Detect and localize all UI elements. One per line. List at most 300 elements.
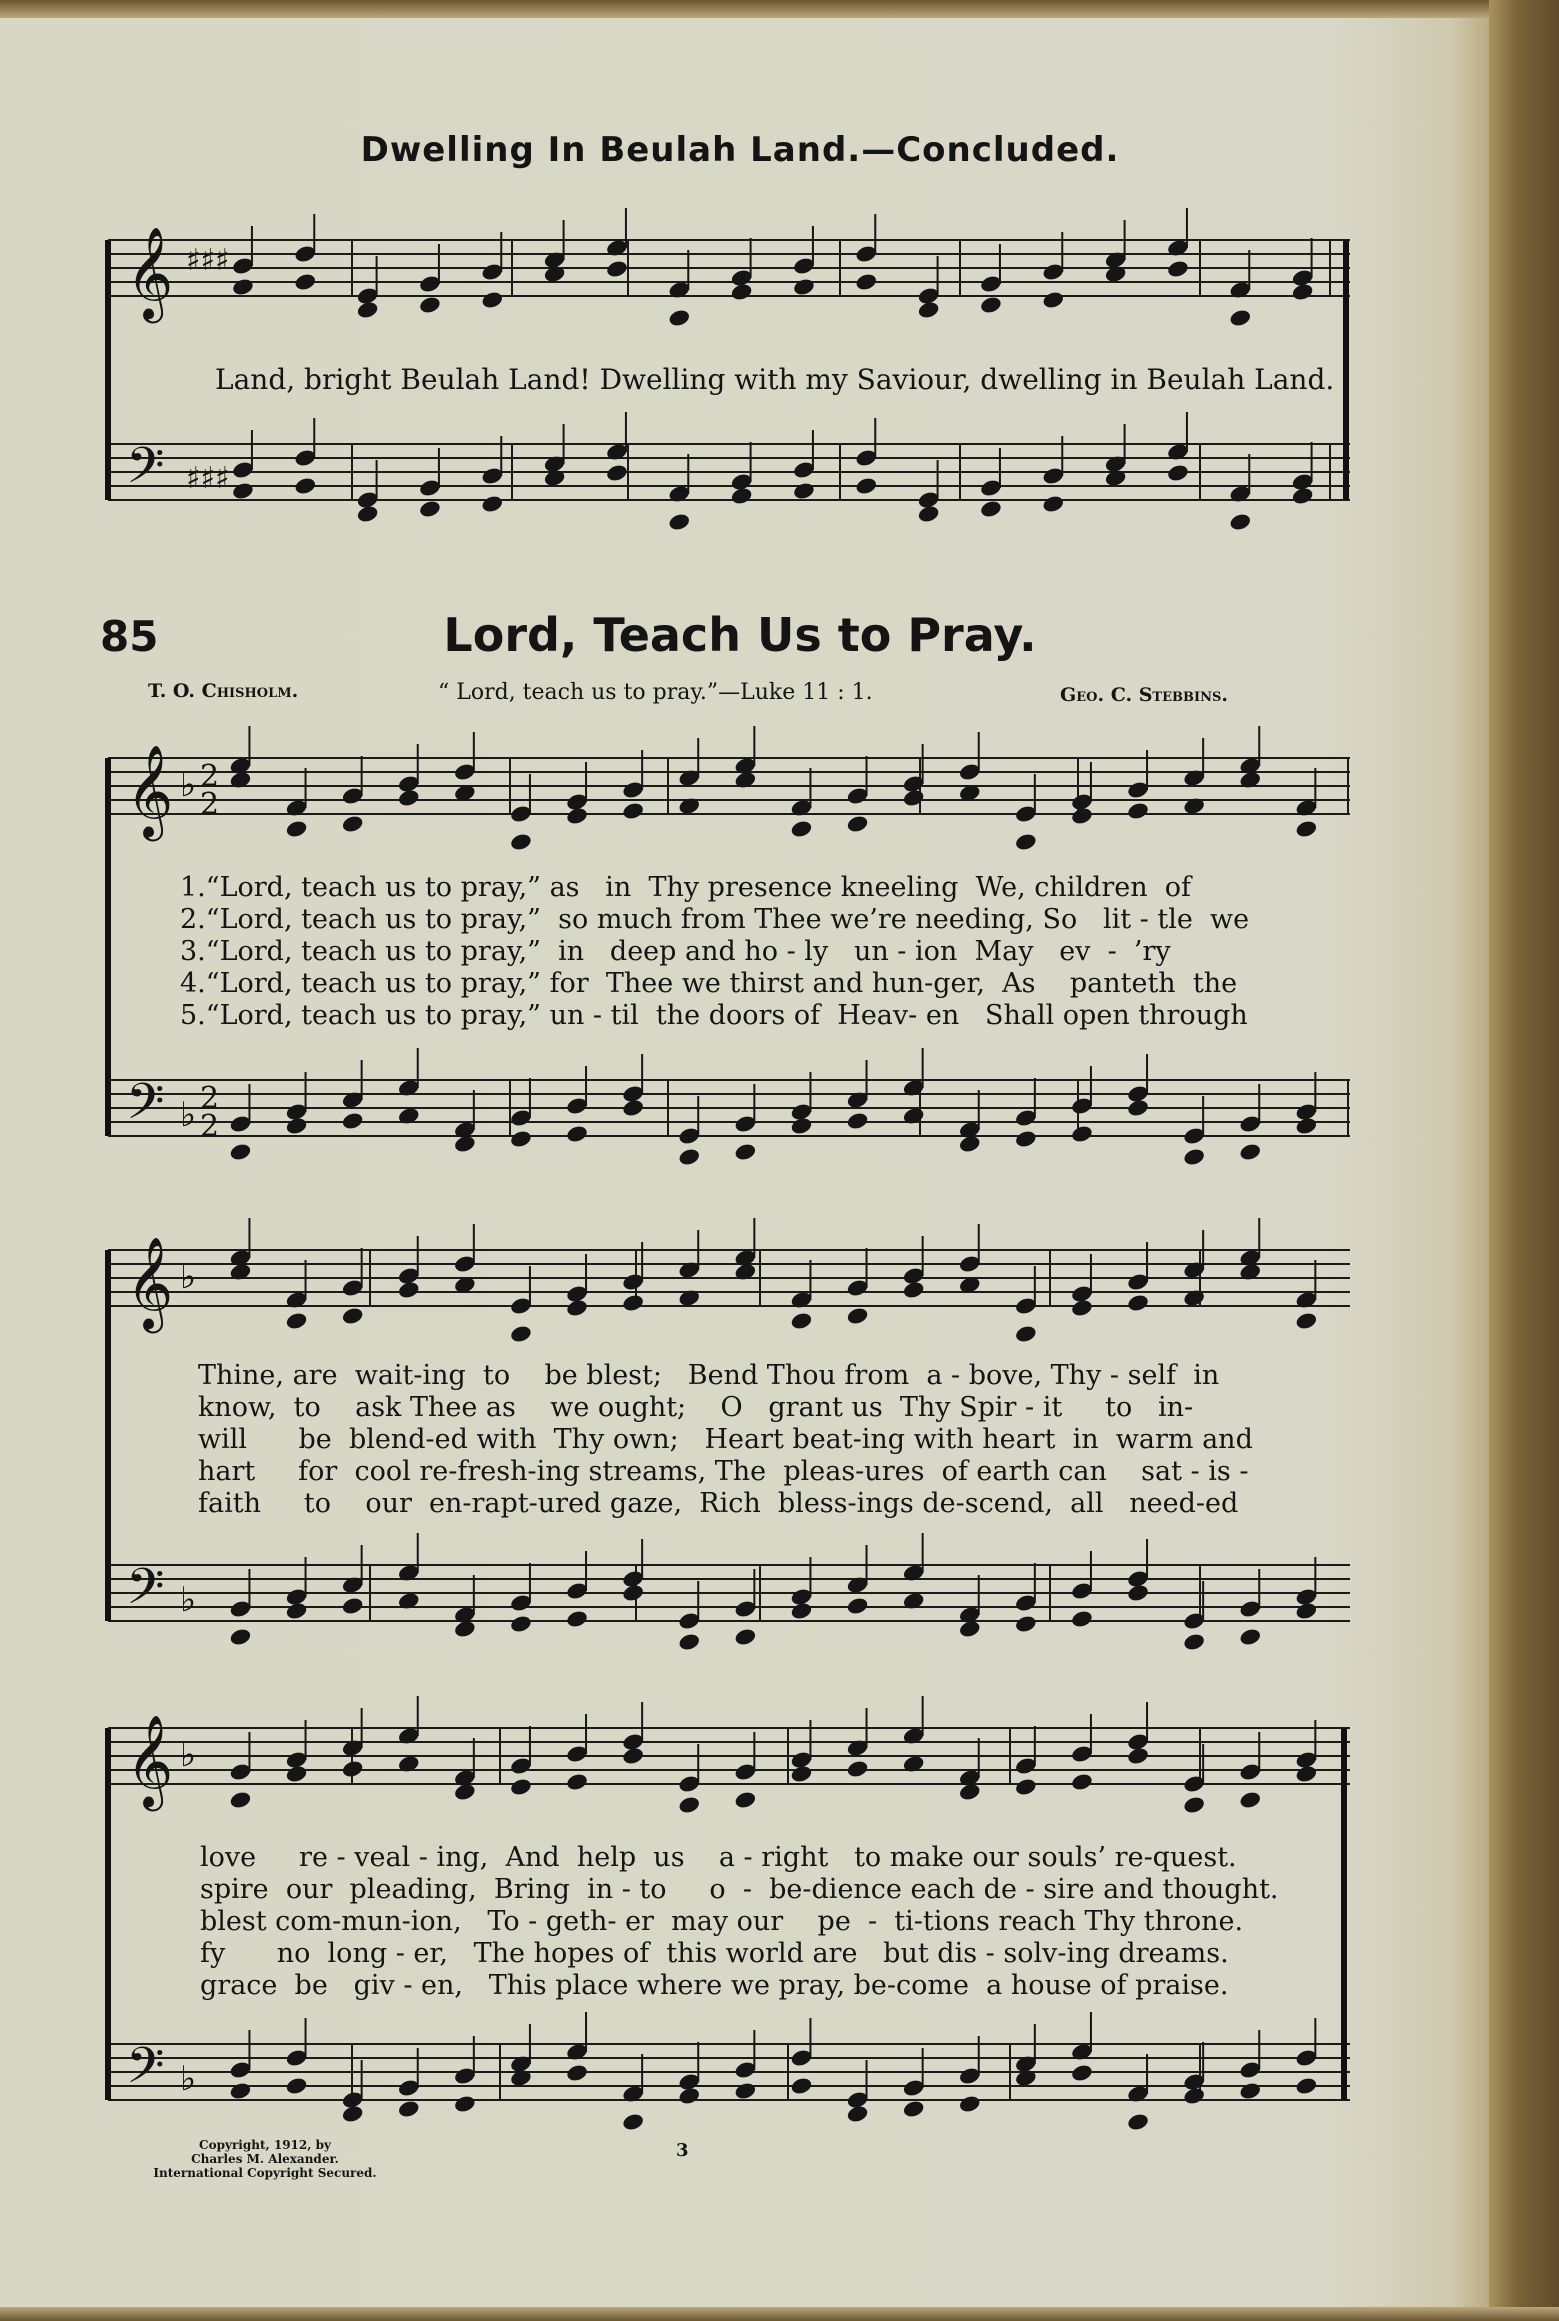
note-head [509, 1777, 533, 1797]
note-head [734, 1790, 758, 1810]
note-head [958, 2094, 982, 2114]
note-head [229, 1142, 253, 1162]
note-head [621, 1098, 645, 1118]
note-head [790, 819, 814, 839]
note-head [1041, 262, 1065, 282]
note-head [1041, 466, 1065, 486]
prev-sharps-icon: ♯♯♯ [186, 461, 230, 496]
note-head [231, 460, 255, 480]
note-head [1228, 308, 1252, 328]
note-head [1014, 2054, 1038, 2074]
note-head [917, 490, 941, 510]
note-head [229, 1762, 253, 1782]
note-head [397, 774, 421, 794]
note-head [1228, 484, 1252, 504]
note-head [1070, 1609, 1094, 1629]
page-top-edge [0, 0, 1559, 18]
note-head [1104, 468, 1128, 488]
note-head [902, 1106, 926, 1126]
note-head [565, 1124, 589, 1144]
note-head [509, 2068, 533, 2088]
note-head [734, 1627, 758, 1647]
note-head [790, 1587, 814, 1607]
note-head [621, 801, 645, 821]
note-head [846, 1306, 870, 1326]
verse-line: faith to our en-rapt-ured gaze, Rich bless-ings de-scend, all need-ed [198, 1488, 1239, 1519]
note-head [1295, 2076, 1319, 2096]
note-head [1126, 1084, 1150, 1104]
note-head [846, 1090, 870, 1110]
note-head [356, 286, 380, 306]
note-head [917, 300, 941, 320]
note-head [285, 1116, 309, 1136]
note-head [1070, 792, 1094, 812]
note-head [677, 1774, 701, 1794]
note-head [902, 1591, 926, 1611]
note-head [1182, 1126, 1206, 1146]
note-head [229, 1599, 253, 1619]
system-3-flat-icon: ♭ [180, 1735, 197, 1775]
note-head [734, 770, 758, 790]
note-head [677, 1147, 701, 1167]
note-head [543, 264, 567, 284]
note-head [1238, 1599, 1262, 1619]
note-head [677, 2086, 701, 2106]
note-head [229, 1248, 253, 1268]
note-head [418, 274, 442, 294]
note-head [480, 262, 504, 282]
note-head [621, 1569, 645, 1589]
note-head [846, 1738, 870, 1758]
note-head [958, 783, 982, 803]
note-head [1126, 2084, 1150, 2104]
note-head [667, 512, 691, 532]
note-head [1291, 472, 1315, 492]
note-head [677, 2072, 701, 2092]
note-head [792, 256, 816, 276]
note-head [1126, 780, 1150, 800]
note-head [621, 2112, 645, 2132]
note-head [621, 2084, 645, 2104]
note-head [397, 1280, 421, 1300]
note-head [979, 478, 1003, 498]
note-head [285, 798, 309, 818]
note-head [509, 832, 533, 852]
note-head [356, 300, 380, 320]
note-head [958, 1275, 982, 1295]
note-head [854, 272, 878, 292]
note-head [293, 476, 317, 496]
note-head [846, 1111, 870, 1131]
note-head [229, 1114, 253, 1134]
note-head [397, 1078, 421, 1098]
note-head [1070, 1284, 1094, 1304]
system-1-treble-clef-icon: 𝄞 [126, 744, 174, 837]
note-head [1070, 1744, 1094, 1764]
note-head [1182, 796, 1206, 816]
note-head [293, 244, 317, 264]
note-head [958, 1254, 982, 1274]
note-head [341, 1575, 365, 1595]
note-head [341, 1738, 365, 1758]
note-head [979, 274, 1003, 294]
hymn-epigraph: “ Lord, teach us to pray.”—Luke 11 : 1. [438, 680, 873, 705]
verse-line: spire our pleading, Bring in - to o - be-dience each de - sire and thought. [200, 1874, 1279, 1905]
page-bottom-edge [0, 2307, 1559, 2321]
note-head [605, 238, 629, 258]
note-head [509, 2054, 533, 2074]
system-1-bass-clef-icon: 𝄢 [126, 1073, 165, 1143]
note-head [1070, 1124, 1094, 1144]
note-head [1014, 1756, 1038, 1776]
note-head [1014, 1593, 1038, 1613]
note-head [1228, 512, 1252, 532]
note-head [846, 814, 870, 834]
note-head [621, 1746, 645, 1766]
system-2-treble-clef-icon: 𝄞 [126, 1236, 174, 1329]
note-head [958, 1134, 982, 1154]
note-head [958, 1120, 982, 1140]
note-head [730, 268, 754, 288]
note-head [509, 1614, 533, 1634]
note-head [1126, 1732, 1150, 1752]
note-head [397, 788, 421, 808]
note-head [846, 1575, 870, 1595]
hymn-composer: Geo. C. Stebbins. [1060, 684, 1228, 706]
note-head [285, 819, 309, 839]
note-head [1291, 268, 1315, 288]
note-head [293, 448, 317, 468]
verse-line: will be blend-ed with Thy own; Heart beat-ing with heart in warm and [198, 1424, 1253, 1455]
note-head [1238, 770, 1262, 790]
note-head [1295, 1750, 1319, 1770]
note-head [621, 1583, 645, 1603]
note-head [229, 1790, 253, 1810]
note-head [480, 494, 504, 514]
note-head [730, 472, 754, 492]
note-head [1126, 1569, 1150, 1589]
note-head [285, 1750, 309, 1770]
note-head [453, 1605, 477, 1625]
note-head [229, 756, 253, 776]
note-head [1295, 1764, 1319, 1784]
note-head [902, 2078, 926, 2098]
note-head [453, 2094, 477, 2114]
note-head [734, 1262, 758, 1282]
note-head [734, 1762, 758, 1782]
note-head [621, 1272, 645, 1292]
note-head [846, 1278, 870, 1298]
note-head [1295, 2048, 1319, 2068]
note-head [341, 1111, 365, 1131]
note-head [397, 1266, 421, 1286]
note-head [734, 756, 758, 776]
note-head [846, 1596, 870, 1616]
note-head [1182, 1147, 1206, 1167]
note-head [1182, 1632, 1206, 1652]
prev-treble-clef-icon: 𝄞 [126, 226, 174, 319]
system-2-flat-icon: ♭ [180, 1257, 197, 1297]
previous-hymn-lyric: Land, bright Beulah Land! Dwelling with my Saviour, dwelling in Beulah Land. [215, 363, 1335, 396]
note-head [1182, 1795, 1206, 1815]
note-head [453, 1275, 477, 1295]
note-head [231, 481, 255, 501]
note-head [565, 792, 589, 812]
verse-line: hart for cool re-fresh-ing streams, The pleas-ures of earth can sat - is - [198, 1456, 1249, 1487]
note-head [1070, 1772, 1094, 1792]
note-head [418, 478, 442, 498]
note-head [677, 1288, 701, 1308]
note-head [1238, 1790, 1262, 1810]
note-head [1126, 2112, 1150, 2132]
note-head [229, 1627, 253, 1647]
note-head [902, 1280, 926, 1300]
note-head [1070, 1581, 1094, 1601]
note-head [418, 295, 442, 315]
note-head [543, 250, 567, 270]
note-head [1126, 1272, 1150, 1292]
note-head [790, 2076, 814, 2096]
note-head [790, 1102, 814, 1122]
previous-hymn-title: Dwelling In Beulah Land.—Concluded. [360, 130, 1120, 170]
note-head [1014, 1324, 1038, 1344]
note-head [1014, 1777, 1038, 1797]
note-head [285, 1311, 309, 1331]
note-head [509, 1593, 533, 1613]
note-head [453, 2066, 477, 2086]
note-head [1014, 1296, 1038, 1316]
note-head [1182, 1774, 1206, 1794]
note-head [1295, 1311, 1319, 1331]
note-head [480, 466, 504, 486]
note-head [1126, 1746, 1150, 1766]
note-head [509, 1108, 533, 1128]
verse-line: blest com-mun-ion, To - geth- er may our pe - ti-tions reach Thy throne. [200, 1906, 1244, 1937]
note-head [958, 1619, 982, 1639]
note-head [509, 804, 533, 824]
note-head [397, 2078, 421, 2098]
note-head [341, 2090, 365, 2110]
note-head [285, 1587, 309, 1607]
note-head [285, 1102, 309, 1122]
note-head [621, 1084, 645, 1104]
hymn-number: 85 [100, 612, 159, 661]
note-head [1182, 2072, 1206, 2092]
note-head [565, 1744, 589, 1764]
note-head [229, 1262, 253, 1282]
note-head [792, 481, 816, 501]
system-3-flat-icon: ♭ [180, 2059, 197, 2099]
note-head [1014, 832, 1038, 852]
note-head [730, 282, 754, 302]
note-head [846, 1759, 870, 1779]
note-head [1182, 768, 1206, 788]
note-head [1295, 1290, 1319, 1310]
note-head [565, 2042, 589, 2062]
verse-line: fy no long - er, The hopes of this world are but dis - solv-ing dreams. [200, 1938, 1229, 1969]
note-head [790, 1116, 814, 1136]
note-head [285, 2076, 309, 2096]
note-head [397, 1754, 421, 1774]
note-head [1238, 1762, 1262, 1782]
note-head [1291, 486, 1315, 506]
note-head [397, 2099, 421, 2119]
system-1-time-sig-icon: 2 [200, 1109, 220, 1144]
note-head [790, 2048, 814, 2068]
note-head [790, 1764, 814, 1784]
note-head [543, 454, 567, 474]
note-head [293, 272, 317, 292]
note-head [1041, 494, 1065, 514]
verse-line: 3.“Lord, teach us to pray,” in deep and ho - ly un - ion May ev - ’ry [180, 936, 1171, 967]
verse-line: 2.“Lord, teach us to pray,” so much from Thee we’re needing, So lit - tle we [180, 904, 1250, 935]
note-head [734, 1142, 758, 1162]
note-head [1295, 1116, 1319, 1136]
note-head [667, 308, 691, 328]
note-head [605, 442, 629, 462]
verse-line: 4.“Lord, teach us to pray,” for Thee we thirst and hun-ger, As panteth the [180, 968, 1238, 999]
note-head [979, 499, 1003, 519]
note-head [341, 814, 365, 834]
system-1-time-sig-icon: 2 [200, 759, 220, 794]
note-head [453, 1768, 477, 1788]
note-head [1014, 1614, 1038, 1634]
note-head [792, 460, 816, 480]
note-head [734, 1114, 758, 1134]
note-head [1070, 2042, 1094, 2062]
note-head [1070, 2063, 1094, 2083]
note-head [790, 1601, 814, 1621]
note-head [667, 280, 691, 300]
note-head [677, 1795, 701, 1815]
note-head [565, 1772, 589, 1792]
note-head [854, 448, 878, 468]
note-head [790, 1311, 814, 1331]
note-head [1070, 806, 1094, 826]
note-head [565, 1096, 589, 1116]
note-head [1126, 1293, 1150, 1313]
note-head [846, 786, 870, 806]
hymn-title: Lord, Teach Us to Pray. [443, 608, 1037, 662]
note-head [565, 1284, 589, 1304]
note-head [565, 1581, 589, 1601]
note-head [958, 2066, 982, 2086]
note-head [1166, 442, 1190, 462]
note-head [1238, 1248, 1262, 1268]
note-head [605, 463, 629, 483]
note-head [902, 1563, 926, 1583]
note-head [846, 2090, 870, 2110]
note-head [1295, 1102, 1319, 1122]
note-head [1295, 1587, 1319, 1607]
note-head [734, 2060, 758, 2080]
note-head [341, 1090, 365, 1110]
note-head [341, 1306, 365, 1326]
note-head [1238, 756, 1262, 776]
verse-line: 5.“Lord, teach us to pray,” un - til the doors of Heav- en Shall open through [180, 1000, 1248, 1031]
book-binding [1489, 0, 1559, 2321]
note-head [565, 806, 589, 826]
note-head [509, 1129, 533, 1149]
note-head [453, 1619, 477, 1639]
note-head [231, 256, 255, 276]
note-head [418, 499, 442, 519]
note-head [677, 796, 701, 816]
note-head [790, 798, 814, 818]
system-2-bass-clef-icon: 𝄢 [126, 1558, 165, 1628]
copyright-notice [150, 2138, 380, 2180]
note-head [1104, 250, 1128, 270]
note-head [1014, 804, 1038, 824]
note-head [730, 486, 754, 506]
note-head [605, 259, 629, 279]
note-head [1126, 1098, 1150, 1118]
note-head [1104, 264, 1128, 284]
system-3-bass-clef-icon: 𝄢 [126, 2037, 165, 2107]
note-head [1041, 290, 1065, 310]
note-head [1295, 819, 1319, 839]
note-head [509, 1296, 533, 1316]
note-head [1070, 1298, 1094, 1318]
note-head [734, 1599, 758, 1619]
note-head [1126, 1583, 1150, 1603]
note-head [1291, 282, 1315, 302]
note-head [1166, 238, 1190, 258]
note-head [792, 277, 816, 297]
note-head [356, 504, 380, 524]
verse-line: love re - veal - ing, And help us a - right to make our souls’ re-quest. [200, 1842, 1237, 1873]
note-head [677, 768, 701, 788]
note-head [917, 504, 941, 524]
system-1-time-sig-icon: 2 [200, 787, 220, 822]
note-head [902, 788, 926, 808]
note-head [453, 1254, 477, 1274]
note-head [621, 780, 645, 800]
note-head [1238, 2081, 1262, 2101]
note-head [1295, 1601, 1319, 1621]
note-head [854, 244, 878, 264]
hymn-author: T. O. Chisholm. [148, 680, 299, 702]
note-head [734, 2081, 758, 2101]
system-3-treble-clef-icon: 𝄞 [126, 1714, 174, 1807]
note-head [397, 1106, 421, 1126]
note-head [958, 1768, 982, 1788]
note-head [1182, 1260, 1206, 1280]
prev-sharps-icon: ♯♯♯ [186, 243, 230, 278]
note-head [1182, 1288, 1206, 1308]
note-head [565, 1609, 589, 1629]
note-head [854, 476, 878, 496]
note-head [453, 1120, 477, 1140]
note-head [285, 2048, 309, 2068]
note-head [565, 1298, 589, 1318]
note-head [846, 2104, 870, 2124]
note-head [734, 1248, 758, 1268]
note-head [902, 774, 926, 794]
note-head [1070, 1096, 1094, 1116]
note-head [1238, 1262, 1262, 1282]
note-head [397, 1726, 421, 1746]
note-head [677, 1126, 701, 1146]
note-head [790, 1750, 814, 1770]
note-head [902, 1754, 926, 1774]
note-head [1014, 1108, 1038, 1128]
note-head [1014, 1129, 1038, 1149]
note-head [229, 770, 253, 790]
note-head [902, 1726, 926, 1746]
note-head [621, 1732, 645, 1752]
note-head [1182, 1611, 1206, 1631]
